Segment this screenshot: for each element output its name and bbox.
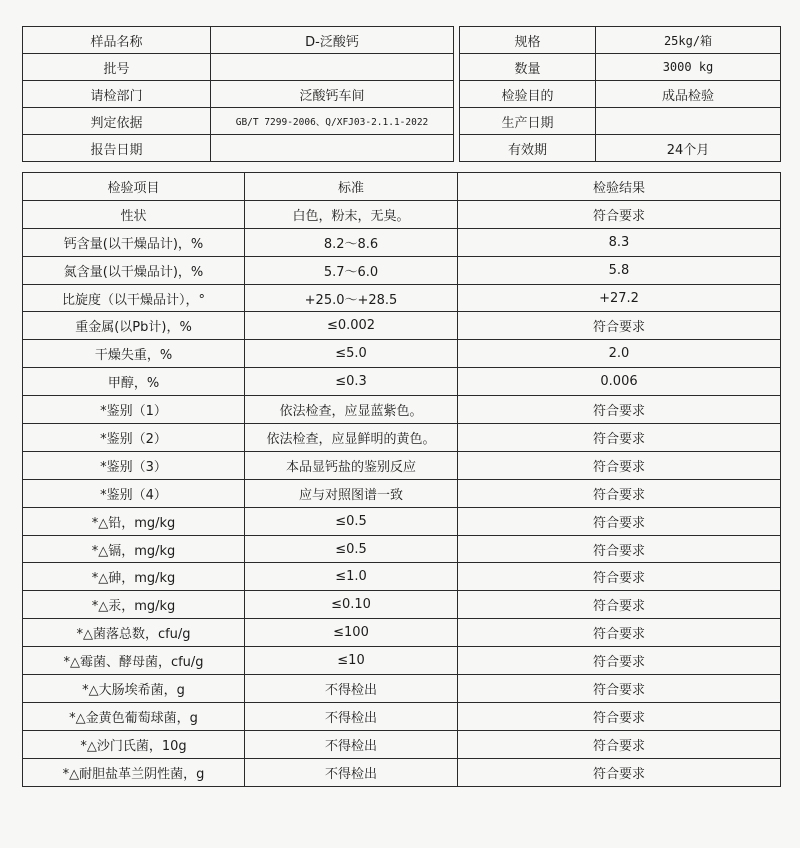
header-result: 检验结果 <box>458 173 781 201</box>
result-row <box>23 340 781 368</box>
info-label-2: 检验目的 <box>460 81 596 108</box>
result-row <box>23 535 781 563</box>
info-value-2: 25kg/箱 <box>596 27 781 54</box>
info-label: 样品名称 <box>23 27 211 54</box>
info-value <box>211 54 454 81</box>
info-label: 判定依据 <box>23 108 211 135</box>
result-row <box>23 758 781 786</box>
info-label-2: 有效期 <box>460 135 596 162</box>
result-standard: ≤0.5 <box>245 535 458 563</box>
result-value: 符合要求 <box>458 647 781 675</box>
result-item: 钙含量(以干燥品计)，% <box>23 228 245 256</box>
info-value-2 <box>596 108 781 135</box>
info-label-2: 数量 <box>460 54 596 81</box>
result-row <box>23 507 781 535</box>
result-value: 符合要求 <box>458 479 781 507</box>
result-item: 性状 <box>23 200 245 228</box>
result-item: *△汞，mg/kg <box>23 591 245 619</box>
result-row <box>23 619 781 647</box>
result-row <box>23 730 781 758</box>
result-item: 干燥失重，% <box>23 340 245 368</box>
results-header-row <box>23 173 781 201</box>
result-row <box>23 312 781 340</box>
result-standard: +25.0～+28.5 <box>245 284 458 312</box>
result-item: 氮含量(以干燥品计)，% <box>23 256 245 284</box>
result-value: 符合要求 <box>458 200 781 228</box>
info-row <box>23 108 781 135</box>
info-row <box>23 81 781 108</box>
result-row <box>23 479 781 507</box>
result-value: +27.2 <box>458 284 781 312</box>
result-standard: ≤10 <box>245 647 458 675</box>
inspection-report <box>22 26 780 787</box>
test-results-table <box>22 172 781 787</box>
result-standard: 依法检查，应显鲜明的黄色。 <box>245 424 458 452</box>
result-standard: 不得检出 <box>245 675 458 703</box>
info-value: 泛酸钙车间 <box>211 81 454 108</box>
result-value: 符合要求 <box>458 619 781 647</box>
result-item: *△菌落总数，cfu/g <box>23 619 245 647</box>
info-label: 批号 <box>23 54 211 81</box>
result-standard: ≤5.0 <box>245 340 458 368</box>
info-label: 请检部门 <box>23 81 211 108</box>
result-standard: 本品显钙盐的鉴别反应 <box>245 451 458 479</box>
result-standard: ≤1.0 <box>245 563 458 591</box>
result-value: 符合要求 <box>458 591 781 619</box>
result-value: 符合要求 <box>458 563 781 591</box>
result-row <box>23 368 781 396</box>
result-item: *△铅，mg/kg <box>23 507 245 535</box>
result-item: *鉴别（1） <box>23 396 245 424</box>
result-row <box>23 228 781 256</box>
result-standard: ≤100 <box>245 619 458 647</box>
result-item: *△耐胆盐革兰阴性菌，g <box>23 758 245 786</box>
info-value-2: 成品检验 <box>596 81 781 108</box>
info-value: GB/T 7299-2006、Q/XFJ03-2.1.1-2022 <box>211 108 454 135</box>
result-value: 符合要求 <box>458 758 781 786</box>
header-item: 检验项目 <box>23 173 245 201</box>
result-item: *鉴别（4） <box>23 479 245 507</box>
result-row <box>23 702 781 730</box>
result-value: 符合要求 <box>458 507 781 535</box>
result-row <box>23 200 781 228</box>
result-value: 符合要求 <box>458 312 781 340</box>
result-item: *△霉菌、酵母菌，cfu/g <box>23 647 245 675</box>
table-gap <box>22 162 780 172</box>
sample-info-table <box>22 26 781 162</box>
info-label-2: 生产日期 <box>460 108 596 135</box>
result-value: 2.0 <box>458 340 781 368</box>
result-standard: 依法检查，应显蓝紫色。 <box>245 396 458 424</box>
result-standard: 不得检出 <box>245 758 458 786</box>
result-item: *鉴别（2） <box>23 424 245 452</box>
info-label-2: 规格 <box>460 27 596 54</box>
result-row <box>23 256 781 284</box>
result-row <box>23 675 781 703</box>
result-value: 符合要求 <box>458 675 781 703</box>
info-row <box>23 135 781 162</box>
result-value: 符合要求 <box>458 730 781 758</box>
result-standard: ≤0.002 <box>245 312 458 340</box>
result-item: *△大肠埃希菌，g <box>23 675 245 703</box>
result-item: 重金属(以Pb计)，% <box>23 312 245 340</box>
result-value: 符合要求 <box>458 396 781 424</box>
result-row <box>23 647 781 675</box>
result-item: *△镉，mg/kg <box>23 535 245 563</box>
result-item: 甲醇，% <box>23 368 245 396</box>
result-item: 比旋度（以干燥品计），° <box>23 284 245 312</box>
result-standard: ≤0.5 <box>245 507 458 535</box>
result-item: *△沙门氏菌，10g <box>23 730 245 758</box>
result-row <box>23 451 781 479</box>
result-standard: 应与对照图谱一致 <box>245 479 458 507</box>
info-row <box>23 27 781 54</box>
result-value: 符合要求 <box>458 451 781 479</box>
result-row <box>23 563 781 591</box>
result-standard: 5.7～6.0 <box>245 256 458 284</box>
result-value: 符合要求 <box>458 702 781 730</box>
result-row <box>23 396 781 424</box>
result-value: 符合要求 <box>458 424 781 452</box>
result-value: 5.8 <box>458 256 781 284</box>
result-standard: 不得检出 <box>245 730 458 758</box>
result-row <box>23 591 781 619</box>
info-label: 报告日期 <box>23 135 211 162</box>
result-row <box>23 424 781 452</box>
result-item: *△砷，mg/kg <box>23 563 245 591</box>
info-row <box>23 54 781 81</box>
result-item: *△金黄色葡萄球菌，g <box>23 702 245 730</box>
result-standard: 不得检出 <box>245 702 458 730</box>
result-value: 符合要求 <box>458 535 781 563</box>
result-value: 8.3 <box>458 228 781 256</box>
info-value-2: 3000 kg <box>596 54 781 81</box>
info-value <box>211 135 454 162</box>
header-standard: 标准 <box>245 173 458 201</box>
result-value: 0.006 <box>458 368 781 396</box>
result-standard: ≤0.10 <box>245 591 458 619</box>
info-value: D-泛酸钙 <box>211 27 454 54</box>
result-item: *鉴别（3） <box>23 451 245 479</box>
result-standard: ≤0.3 <box>245 368 458 396</box>
result-standard: 8.2～8.6 <box>245 228 458 256</box>
info-value-2: 24个月 <box>596 135 781 162</box>
result-row <box>23 284 781 312</box>
result-standard: 白色，粉末，无臭。 <box>245 200 458 228</box>
